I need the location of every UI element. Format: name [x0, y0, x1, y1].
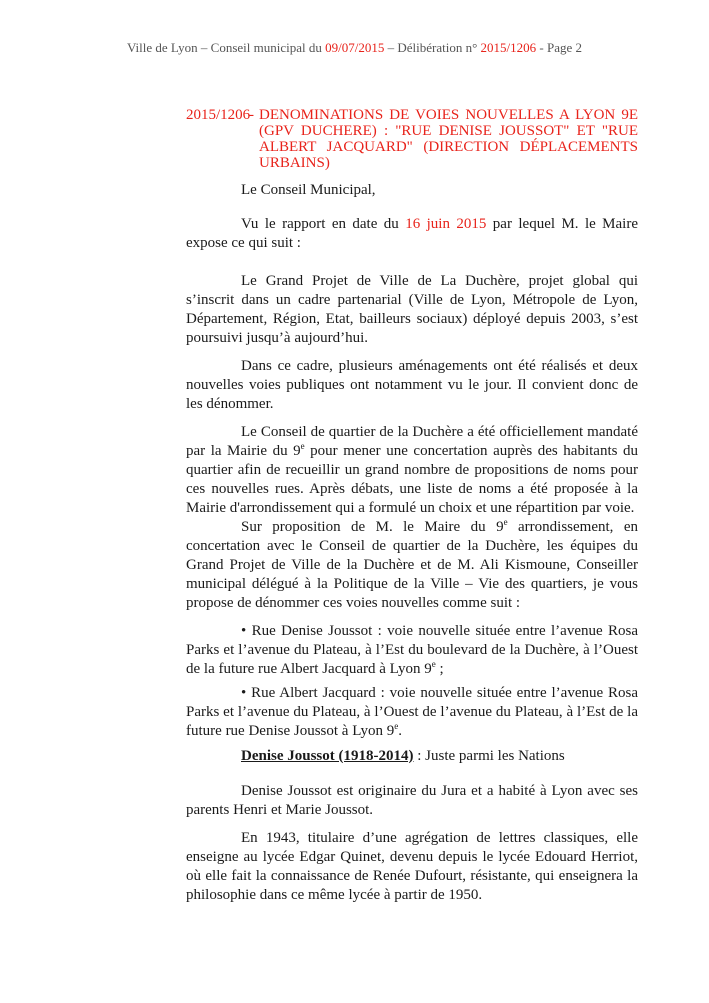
header-prefix: Ville de Lyon – Conseil municipal du: [126, 40, 326, 55]
paragraph-gpv: Le Grand Projet de Ville de La Duchère, projet global qui s’inscrit dans un cadre partenarial (Ville de Lyon, Métropole de Lyon, Département, Région, Etat, bailleurs sociaux) déployé depuis 2003, s’est poursuivi jusqu’à aujourd’hui.: [186, 273, 638, 346]
bullet-text-end: ;: [435, 661, 444, 677]
bullet-text-end: .: [398, 723, 403, 739]
bullet-text: • Rue Albert Jacquard : voie nouvelle située entre l’avenue Rosa Parks et l’avenue du Plateau, à l’Ouest de l’avenue du Plateau, à l’Est de la future rue Denise Joussot à Lyon 9: [186, 685, 638, 739]
paragraph-proposition: [186, 518, 638, 613]
p4-text-end: arrondissement, en concertation avec le Conseil de quartier de la Duchère, les équipes du Grand Projet de Ville de la Duchère et de M. Ali Kismoune, Conseiller municipal délégué à la Politique de la Ville – Vie des quartiers, je vous propose de dénommer ces voies nouvelles comme suit :: [186, 519, 638, 611]
header-date: 09/07/2015: [325, 40, 385, 55]
superscript: e: [300, 441, 305, 451]
title-line: (GPV DUCHERE) : "RUE DENISE JOUSSOT" ET "RUE: [259, 123, 638, 139]
intro-text-end: par lequel M. le Maire expose ce qui suit :: [186, 216, 639, 251]
biography-subtitle: : Juste parmi les Nations: [413, 748, 565, 764]
header-middle: – Délibération n°: [384, 40, 481, 55]
paragraph-origine: Denise Joussot est originaire du Jura et a habité à Lyon avec ses parents Henri et Marie Joussot.: [186, 783, 638, 818]
title-dash: -: [249, 107, 254, 123]
superscript: e: [394, 721, 399, 731]
title-text: [259, 107, 638, 171]
bullet-rue-denise-joussot: [186, 622, 638, 679]
report-date: 16 juin 2015: [405, 216, 487, 232]
title-number: 2015/1206: [186, 107, 251, 123]
bullet-text: • Rue Denise Joussot : voie nouvelle située entre l’avenue Rosa Parks et l’avenue du Plateau, à l’Est du boulevard de la Duchère, à l’Ouest de la future rue Albert Jacquard à Lyon 9: [186, 623, 638, 677]
title-line: URBAINS): [259, 155, 330, 171]
header-page: - Page 2: [536, 40, 583, 55]
header-deliberation-number: 2015/1206: [480, 40, 537, 55]
salutation: Le Conseil Municipal,: [241, 182, 376, 198]
title-line: DENOMINATIONS DE VOIES NOUVELLES A LYON 9E: [259, 107, 638, 123]
biography-name: Denise Joussot (1918-2014): [241, 748, 414, 764]
page-header: [0, 40, 709, 56]
p3-text-end: pour mener une concertation auprès des habitants du quartier afin de recueillir un grand nombre de propositions de noms pour ces nouvelles rues. Après débats, une liste de noms a été proposée à la Mairie d'arrondissement qui a formulé un choix et une répartition par voie.: [186, 443, 638, 516]
paragraph-1943: En 1943, titulaire d’une agrégation de lettres classiques, elle enseigne au lycée Edgar Quinet, devenu depuis le lycée Edouard Herriot, où elle fait la connaissance de Renée Dufourt, résistante, qui enseignera la philosophie dans ce même lycée à partir de 1950.: [186, 830, 638, 903]
intro-paragraph: [186, 215, 638, 253]
bullet-rue-albert-jacquard: [186, 684, 638, 741]
paragraph-amenagements: Dans ce cadre, plusieurs aménagements ont été réalisés et deux nouvelles voies publiques ont notamment vu le jour. Il convient donc de les dénommer.: [186, 358, 638, 412]
superscript: e: [503, 517, 508, 527]
p4-text: Sur proposition de M. le Maire du 9: [241, 519, 504, 535]
title-line: ALBERT JACQUARD" (DIRECTION DÉPLACEMENTS: [259, 139, 638, 155]
biography-heading: [186, 747, 638, 766]
superscript: e: [431, 659, 436, 669]
paragraph-conseil-quartier: [186, 423, 638, 518]
intro-text: Vu le rapport en date du: [241, 216, 406, 232]
p3-text: Le Conseil de quartier de la Duchère a été officiellement mandaté par la Mairie du 9: [186, 424, 638, 459]
